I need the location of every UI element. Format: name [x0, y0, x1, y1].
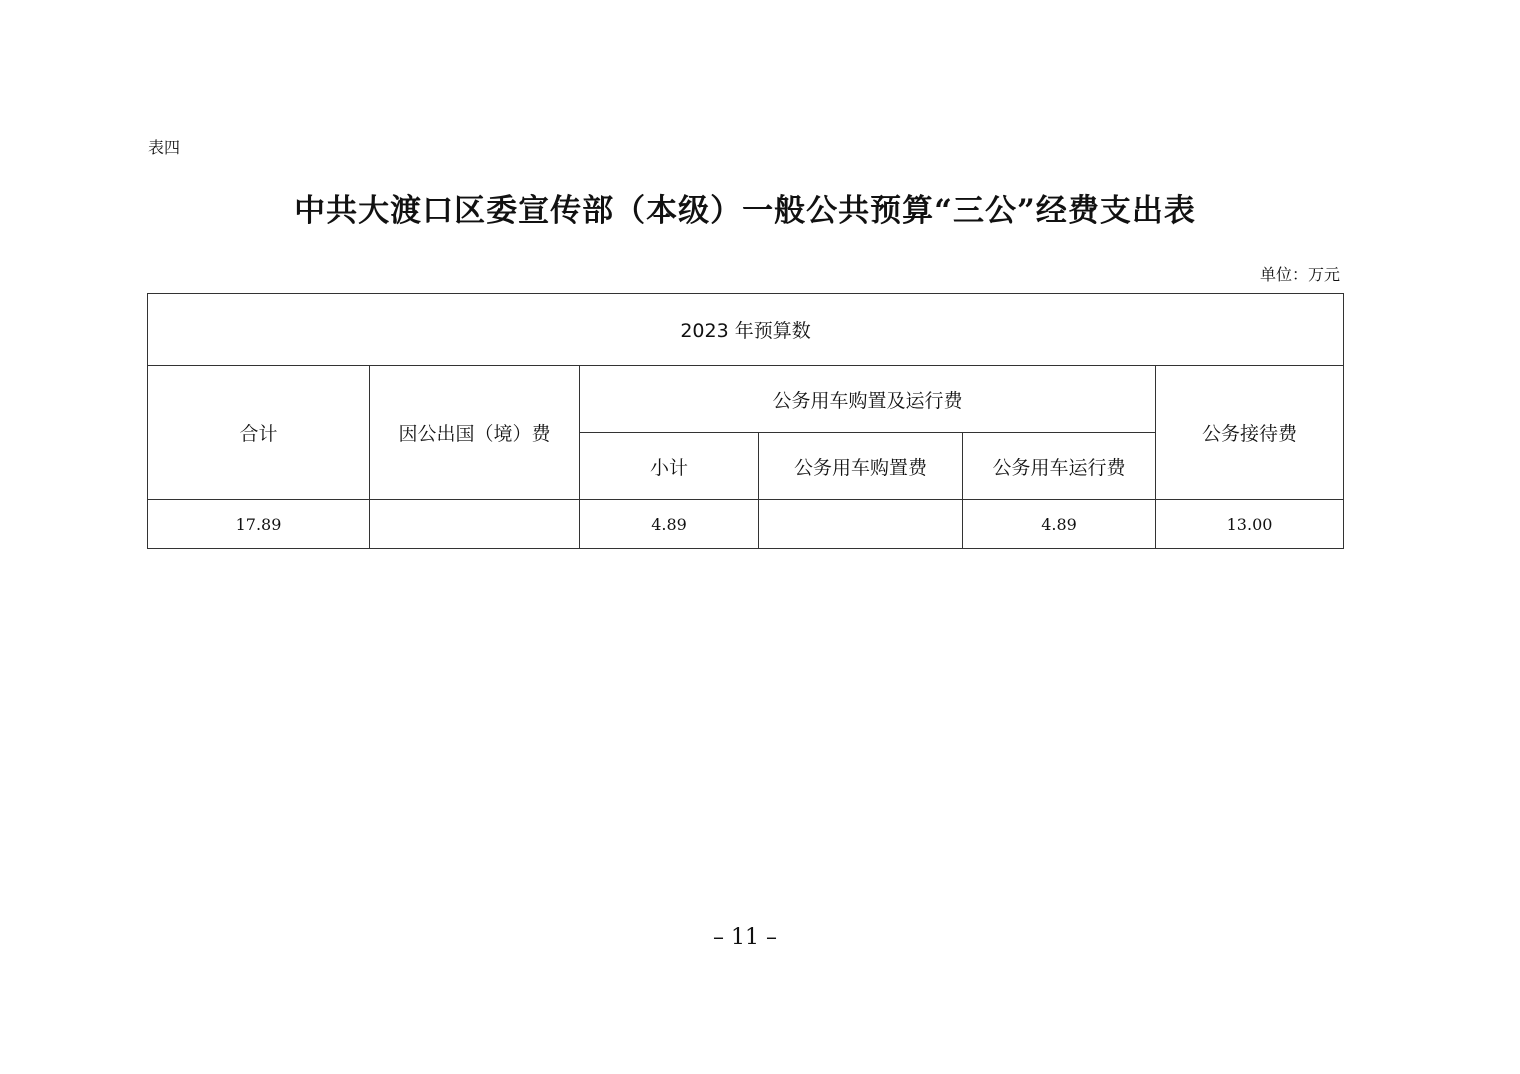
- cell-vehicle-purchase: [759, 500, 963, 549]
- cell-vehicle-subtotal: 4.89: [580, 500, 759, 549]
- header-total: 合计: [148, 366, 370, 500]
- table-row: [148, 500, 1344, 549]
- cell-vehicle-operation: 4.89: [963, 500, 1156, 549]
- budget-table: [147, 293, 1344, 549]
- table-header-row-year: [148, 294, 1344, 366]
- unit-label: 单位：万元: [1259, 265, 1340, 284]
- cell-reception: 13.00: [1156, 500, 1344, 549]
- header-vehicle-purchase: 公务用车购置费: [759, 433, 963, 500]
- table-header-row-columns: [148, 366, 1344, 433]
- document-title: 中共大渡口区委宣传部（本级）一般公共预算“三公”经费支出表: [294, 193, 1196, 229]
- table-label: 表四: [148, 138, 181, 157]
- header-vehicle-subtotal: 小计: [580, 433, 759, 500]
- cell-overseas: [370, 500, 580, 549]
- header-vehicle-operation: 公务用车运行费: [963, 433, 1156, 500]
- cell-total: 17.89: [148, 500, 370, 549]
- page-number: – 11 –: [713, 925, 777, 950]
- header-overseas: 因公出国（境）费: [370, 366, 580, 500]
- header-reception: 公务接待费: [1156, 366, 1344, 500]
- header-budget-year: 2023 年预算数: [148, 294, 1344, 366]
- header-vehicle-group: 公务用车购置及运行费: [580, 366, 1156, 433]
